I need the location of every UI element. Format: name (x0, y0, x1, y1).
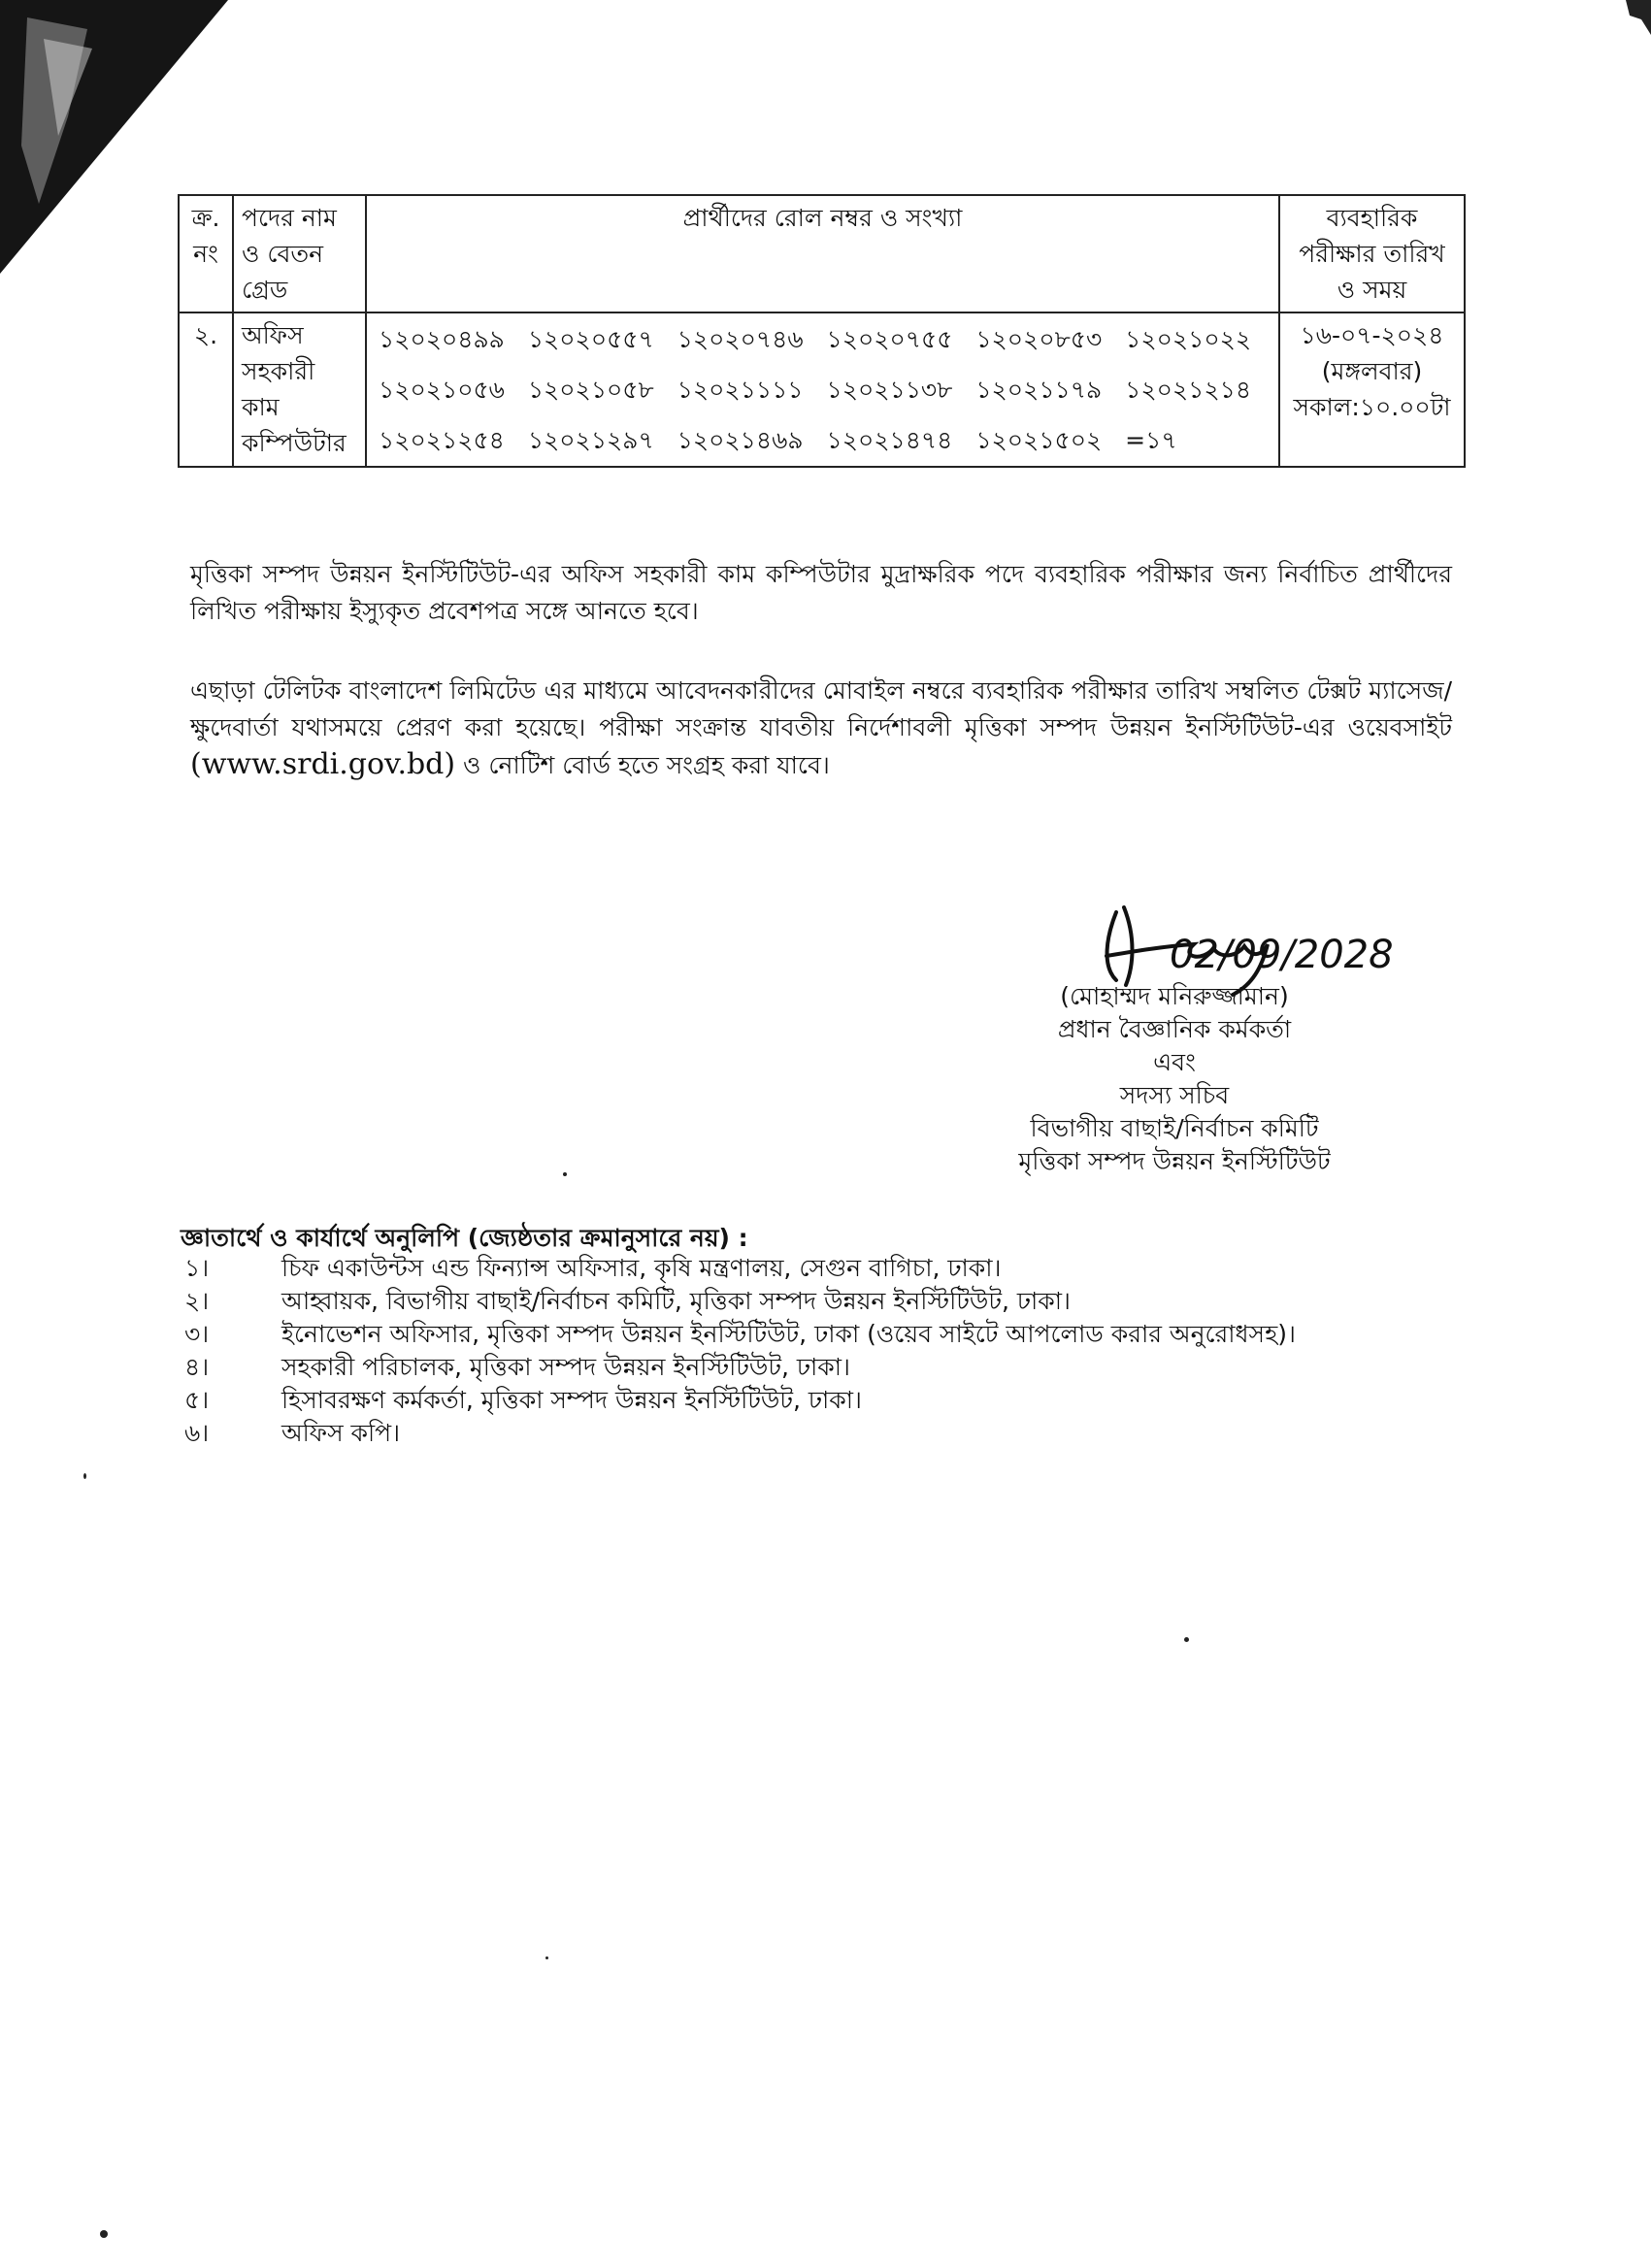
header-exam-line: ব্যবহারিক (1326, 204, 1418, 232)
notice-text-end: ও নোটিশ বোর্ড হতে সংগ্রহ করা যাবে। (455, 751, 830, 779)
list-item-number: ৫। (184, 1386, 210, 1414)
roll-number: ১২০২০৫৫৭ (527, 325, 654, 353)
post-line: কাম (242, 393, 280, 421)
roll-number: ১২০২১২৫৪ (379, 426, 505, 454)
roll-total: =১৭ (1125, 426, 1177, 454)
list-item (184, 1384, 1398, 1417)
list-item-number: ২। (184, 1287, 210, 1315)
candidate-roll-table (178, 194, 1466, 468)
roll-number: ১২০২১৪৬৯ (677, 426, 804, 454)
row-serial: ২. (179, 312, 233, 467)
signatory-designation: প্রধান বৈজ্ঞানিক কর্মকর্তা (1057, 1015, 1292, 1043)
list-item-text: অফিস কপি। (281, 1419, 401, 1447)
signatory-institute: মৃত্তিকা সম্পদ উন্নয়ন ইনস্টিটিউট (1018, 1147, 1331, 1175)
list-item-number: ৪। (184, 1353, 210, 1381)
website-link[interactable]: (www.srdi.gov.bd) (190, 747, 456, 781)
roll-number: ১২০২০৪৯৯ (379, 325, 505, 353)
list-item-number: ৩। (184, 1320, 210, 1348)
exam-time: সকাল:১০.০০টা (1293, 393, 1451, 421)
header-exam-date (1279, 195, 1465, 312)
header-exam-line: পরীক্ষার তারিখ (1299, 240, 1445, 268)
scan-speck (83, 1473, 86, 1479)
header-post-line: পদের নাম (242, 204, 337, 232)
exam-date: ১৬-০৭-২০২৪ (1300, 321, 1444, 349)
post-line: অফিস (242, 321, 304, 349)
signatory-role: সদস্য সচিব (1119, 1081, 1230, 1109)
list-item-number: ৬। (184, 1419, 210, 1447)
copy-to-list (184, 1252, 1398, 1450)
signatory-conjunction: এবং (1153, 1048, 1196, 1076)
roll-number: ১২০২১০৫৬ (379, 376, 505, 404)
table-header-row (179, 195, 1465, 312)
instruction-paragraph: মৃত্তিকা সম্পদ উন্নয়ন ইনস্টিটিউট-এর অফিস সহকারী কাম কম্পিউটার মুদ্রাক্ষরিক পদে ব্যবহারিক পরীক্ষার জন্য নির্বাচিত প্রার্থীদের লিখিত পরীক্ষায় ইস্যুকৃত প্রবেশপত্র সঙ্গে আনতে হবে। (190, 560, 1452, 625)
header-exam-line: ও সময় (1337, 276, 1407, 304)
roll-number: ১২০২১২৯৭ (527, 426, 654, 454)
list-item-text: চিফ একাউন্টস এন্ড ফিন্যান্স অফিসার, কৃষি মন্ত্রণালয়, সেগুন বাগিচা, ঢাকা। (281, 1254, 1002, 1282)
table-row (179, 312, 1465, 467)
notice-paragraph (190, 673, 1452, 784)
list-item-text: ইনোভেশন অফিসার, মৃত্তিকা সম্পদ উন্নয়ন ইনস্টিটিউট, ঢাকা (ওয়েব সাইটে আপলোড করার অনুরোধসহ)। (281, 1320, 1296, 1348)
roll-number: ১২০২০৭৫৫ (826, 325, 953, 353)
scan-speck (100, 2230, 108, 2238)
list-item-text: আহ্বায়ক, বিভাগীয় বাছাই/নির্বাচন কমিটি, মৃত্তিকা সম্পদ উন্নয়ন ইনস্টিটিউট, ঢাকা। (281, 1287, 1071, 1315)
header-serial-line: ক্র. (191, 204, 220, 232)
roll-number: ১২০২১৪৭৪ (826, 426, 953, 454)
roll-number: ১২০২০৮৫৩ (975, 325, 1103, 353)
scan-speck (1184, 1637, 1189, 1642)
list-item (184, 1351, 1398, 1384)
list-item-text: হিসাবরক্ষণ কর্মকর্তা, মৃত্তিকা সম্পদ উন্নয়ন ইনস্টিটিউট, ঢাকা। (281, 1386, 862, 1414)
roll-number: ১২০২১২১৪ (1125, 376, 1252, 404)
header-post (233, 195, 366, 312)
header-serial (179, 195, 233, 312)
roll-number: ১২০২১১৩৮ (826, 376, 953, 404)
list-item-number: ১। (184, 1254, 210, 1282)
row-exam-schedule (1279, 312, 1465, 467)
roll-number: ১২০২১১১১ (677, 376, 804, 404)
list-item (184, 1417, 1398, 1450)
list-item (184, 1252, 1398, 1285)
list-item-text: সহকারী পরিচালক, মৃত্তিকা সম্পদ উন্নয়ন ইনস্টিটিউট, ঢাকা। (281, 1353, 850, 1381)
edge-scan-mark (1622, 0, 1651, 39)
list-item (184, 1285, 1398, 1318)
header-serial-line: নং (193, 240, 218, 268)
notice-text: এছাড়া টেলিটক বাংলাদেশ লিমিটেড এর মাধ্যমে আবেদনকারীদের মোবাইল নম্বরে ব্যবহারিক পরীক্ষার তারিখ সম্বলিত টেক্সট ম্যাসেজ/ক্ষুদেবার্তা যথাসময়ে প্রেরণ করা হয়েছে। পরীক্ষা সংক্রান্ত যাবতীয় নির্দেশাবলী মৃত্তিকা সম্পদ উন্নয়ন ইনস্টিটিউট-এর ওয়েবসাইট (190, 676, 1452, 741)
roll-number: ১২০২১৫০২ (975, 426, 1103, 454)
signatory-committee: বিভাগীয় বাছাই/নির্বাচন কমিটি (1030, 1114, 1319, 1142)
signatory-name: (মোহাম্মদ মনিরুজ্জামান) (1060, 982, 1289, 1010)
copy-to-heading: জ্ঞাতার্থে ও কার্যার্থে অনুলিপি (জ্যেষ্ঠতার ক্রমানুসারে নয়) : (181, 1224, 748, 1252)
roll-number: ১২০২০৭৪৬ (677, 325, 804, 353)
row-roll-numbers (366, 312, 1279, 467)
post-line: কম্পিউটার (242, 429, 347, 457)
signature-block (1000, 980, 1349, 1178)
header-post-line: গ্রেড (242, 276, 288, 304)
scan-speck (545, 1956, 548, 1959)
header-rolls: প্রার্থীদের রোল নম্বর ও সংখ্যা (366, 195, 1279, 312)
header-post-line: ও বেতন (242, 240, 324, 268)
row-post-name (233, 312, 366, 467)
scan-speck (563, 1172, 567, 1176)
roll-number: ১২০২১০২২ (1125, 325, 1252, 353)
signature-date: 02/09/2028 (1170, 933, 1394, 977)
roll-number: ১২০২১১৭৯ (975, 376, 1103, 404)
post-line: সহকারী (242, 357, 315, 385)
exam-day: (মঙ্গলবার) (1321, 357, 1423, 385)
list-item (184, 1318, 1398, 1351)
roll-number: ১২০২১০৫৮ (527, 376, 654, 404)
